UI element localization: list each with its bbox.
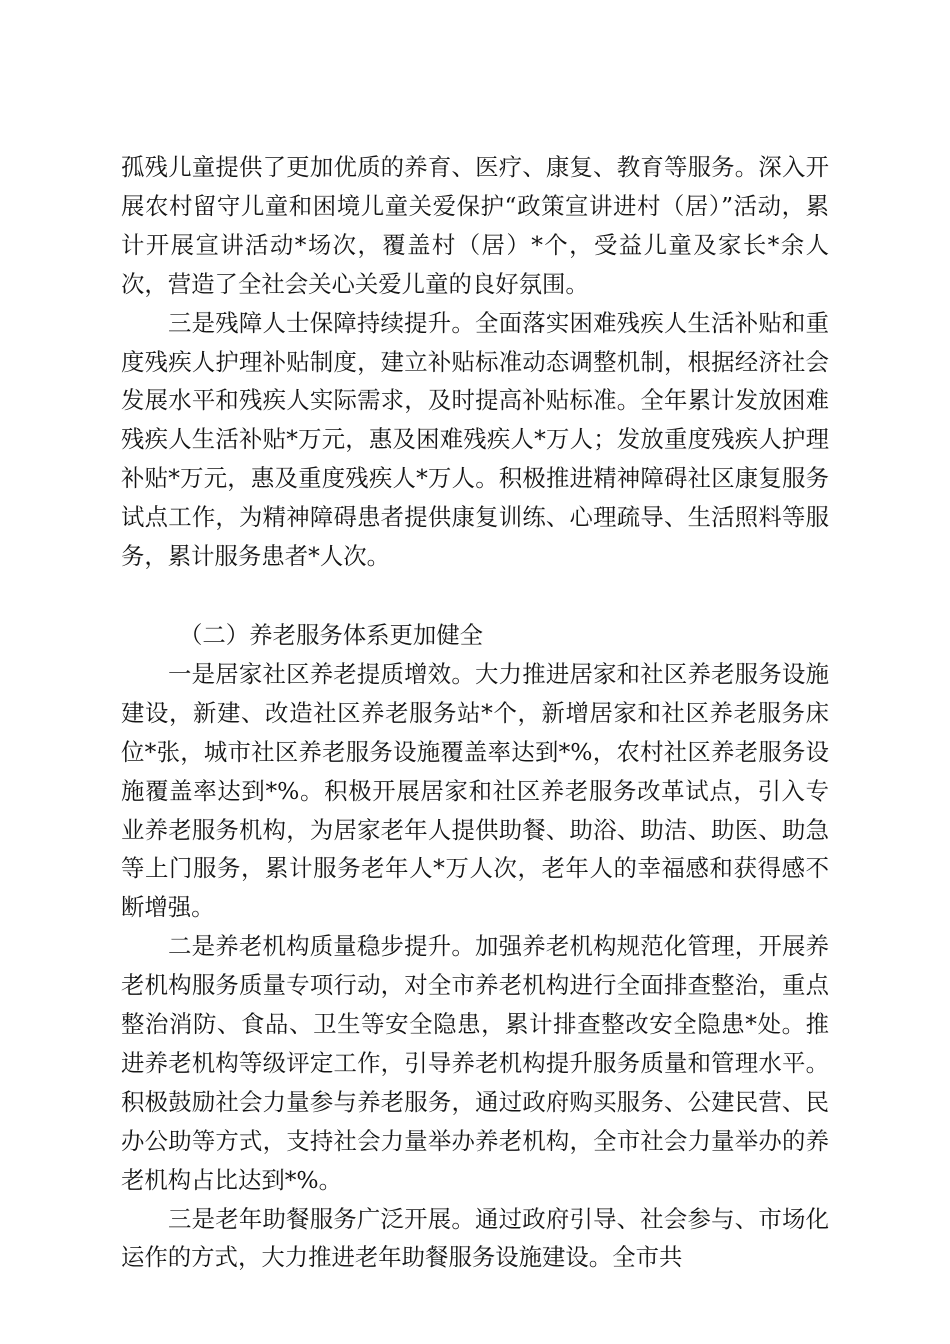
- paragraph-elderly-institutions: 二是养老机构质量稳步提升。加强养老机构规范化管理，开展养老机构服务质量专项行动，对全市养老机构进行全面排查整治，重点整治消防、食品、卫生等安全隐患，累计排查整改安全隐患*处。推进养老机构等级评定工作，引导养老机构提升服务质量和管理水平。积极鼓励社会力量参与养老服务，通过政府购买服务、公建民营、民办公助等方式，支持社会力量举办养老机构，全市社会力量举办的养老机构占比达到*%。: [121, 932, 829, 1194]
- section-gap: [121, 576, 829, 616]
- section-heading: （二）养老服务体系更加健全: [179, 620, 484, 649]
- document-page: [121, 148, 829, 1277]
- paragraph-disability-support: 三是残障人士保障持续提升。全面落实困难残疾人生活补贴和重度残疾人护理补贴制度，建立补贴标准动态调整机制，根据经济社会发展水平和残疾人实际需求，及时提高补贴标准。全年累计发放困难残疾人生活补贴*万元，惠及困难残疾人*万人；发放重度残疾人护理补贴*万元，惠及重度残疾人*万人。积极推进精神障碍社区康复服务试点工作，为精神障碍患者提供康复训练、心理疏导、生活照料等服务，累计服务患者*人次。: [121, 308, 829, 571]
- paragraph-community-elderly-care: 一是居家社区养老提质增效。大力推进居家和社区养老服务设施建设，新建、改造社区养老服务站*个，新增居家和社区养老服务床位*张，城市社区养老服务设施覆盖率达到*%，农村社区养老服务设施覆盖率达到*%。积极开展居家和社区养老服务改革试点，引入专业养老服务机构，为居家老年人提供助餐、助浴、助洁、助医、助急等上门服务，累计服务老年人*万人次，老年人的幸福感和获得感不断增强。: [121, 659, 829, 922]
- paragraph-elderly-meal-service: 三是老年助餐服务广泛开展。通过政府引导、社会参与、市场化运作的方式，大力推进老年助餐服务设施建设。全市共: [121, 1204, 829, 1272]
- paragraph-children-services: 孤残儿童提供了更加优质的养育、医疗、康复、教育等服务。深入开展农村留守儿童和困境儿童关爱保护“政策宣讲进村（居）”活动，累计开展宣讲活动*场次，覆盖村（居）*个，受益儿童及家长*余人次，营造了全社会关心关爱儿童的良好氛围。: [121, 153, 829, 298]
